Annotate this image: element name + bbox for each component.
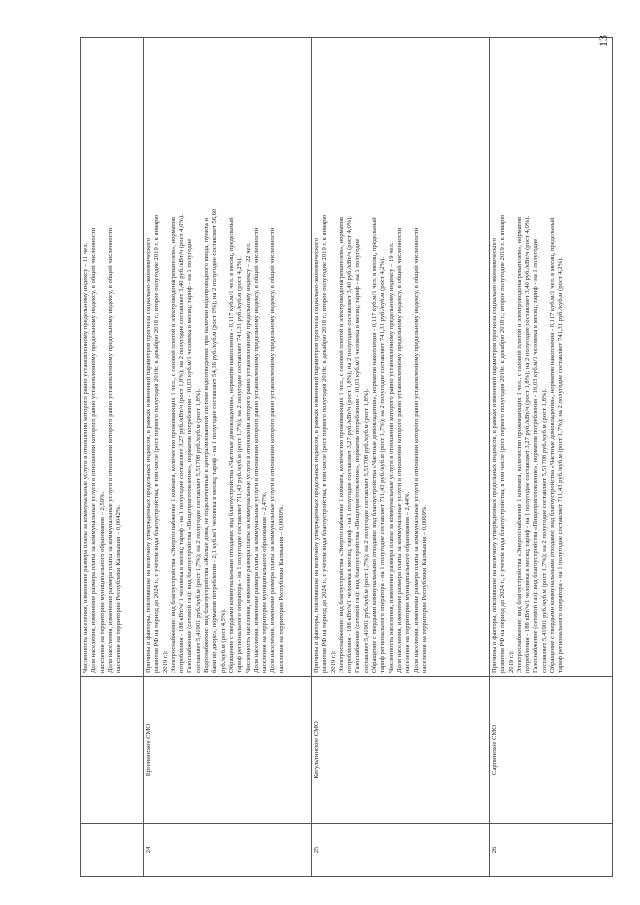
text-line: составляет 5,41901 руб./куб.м (рост 1,7%); на 2 полугодие составляет 5,51708 руб./куб.м (рост 1,8%).: [362, 388, 370, 673]
table-row: [490, 38, 613, 877]
text-line: развития РФ на период до 2024 г., с учетом вида благоустройства, в том числе (рост первого полугодия 2019г. к декабрю 2018 г.; второе полугодие 2019 г. к январю: [153, 214, 161, 673]
text-line: тариф регионального оператора - на 1 полугодие составляет 711,43 руб./куб.м (рост 1,7%); на 2 полугодие составляет 741,31 руб./куб.м (рост 4,2%).: [236, 256, 244, 673]
text-line: составляет 5,41901 руб./куб.м (рост 1,7%); на 2 полугодие составляет 5,51708 руб./куб.м (рост 1,8%).: [194, 388, 202, 673]
text-line: населения на территории муниципального образования – 2,59%.: [98, 491, 106, 673]
text-line: Газоснабжение (сетевой газ): вид благоустройства «Пищеприготовление», норматив потребления - 10,03 куб.м/1 человека в месяц; тариф - на 1 полугодие: [532, 238, 540, 673]
text-line: населения на территории Республики Калмыкия – 0,0069%.: [420, 504, 428, 673]
text-line: бани во дворе», норматив потребления - 2,1 куб.м/1 человека в месяц; тариф - на 1 полугодие составляет 54,16 руб./куб.м (рост 0%); на 2 полугодие составляет 56,60: [211, 208, 219, 673]
description-cell: [144, 38, 312, 677]
text-line: 2019 г.):: [161, 650, 169, 673]
text-line: потребления - 188 кВт/ч/1 человека в месяц; тариф - на 1 полугодие составляет 3,27 руб./кВт/ч (рост 1,8%); на 2 полугодие составляет 3,40 руб./кВт/ч (рост 4,0%).: [524, 215, 532, 673]
row-number: 26: [490, 824, 613, 877]
table-row: [312, 38, 490, 877]
text-line: тариф регионального оператора - на 1 полугодие составляет 711,43 руб./куб.м (рост 1,7%); на 2 полугодие составляет 741,31 руб./куб.м (рост 4,2%).: [557, 256, 565, 673]
text-line: развития РФ на период до 2024 г., с учетом вида благоустройства, в том числе (рост первого полугодия 2019г. к декабрю 2018 г.; второе полугодие 2019 г. к январю: [321, 214, 329, 673]
text-line: руб./куб.м (рост 4,5%).: [219, 608, 227, 673]
text-line: Причины и факторы, повлиявшие на величину утвержденных предельных индексов, в рамках изменений параметров прогноза социально-экономического: [145, 237, 152, 673]
table-row: [144, 38, 312, 877]
text-line: Электроснабжение: вид благоустройства «Энергоснабжение 1 комната, количество проживающих 1 чел., с газовой плитой и электроводонагревателем», норматив: [337, 217, 345, 673]
table-body: [81, 38, 613, 877]
municipality-name: Сарпинское СМО: [490, 677, 613, 824]
text-line: Водоснабжение: вид благоустройства «Жилые дома, не подключенные к централизованной системе водоотведения: при наличии водопроводного ввода, пункта и: [203, 217, 211, 673]
row-number: 25: [312, 824, 490, 877]
table-row: [81, 38, 144, 877]
text-line: Газоснабжение (сетевой газ): вид благоустройства «Пищеприготовление», норматив потребления - 10,03 куб.м/1 человека в месяц; тариф - на 1 полугодие: [354, 238, 362, 673]
municipality-name: Кегультинское СМО: [312, 677, 490, 824]
municipality-name: [81, 677, 144, 824]
text-line: потребления - 188 кВт/ч/ 1 человека в месяц; тариф - на 1 полугодие составляет 3,27 руб./кВт/ч (рост 1,8%); на 2 полугодие составляет 3,40 руб./кВт/ч (рост 4,0%).: [178, 214, 186, 673]
text-line: населения на территории Республики Калмыкия – 0,0080%.: [277, 504, 285, 673]
text-line: Электроснабжение: вид благоустройства «Энергоснабжение 1 комната, количество проживающих 1 чел., с газовой плитой и электроводонагревателем», норматив: [515, 217, 523, 673]
page-number: 13: [596, 35, 610, 47]
description-cell: [490, 38, 613, 677]
row-number: [81, 824, 144, 877]
text-line: населения на территории муниципального образования – 2,44%.: [404, 491, 412, 673]
text-line: Доля населения, изменение размера платы за коммунальные услуги в отношении которого равно установленному предельному индексу, в общей численности: [395, 227, 403, 673]
text-line: Причины и факторы, повлиявшие на величину утвержденных предельных индексов, в рамках изменений параметров прогноза социально-экономического: [313, 237, 320, 673]
text-line: Доля населения, изменение размера платы за коммунальные услуги в отношении которого равно установленному предельному индексу, в общей численности: [412, 227, 420, 673]
text-line: развития РФ на период до 2024 г., с учетом вида благоустройства, в том числе (рост первого полугодия 2019г. к декабрю 2018 г.; второе полугодие 2019 г. к январю: [499, 214, 507, 673]
text-line: Численность населения, изменение размера платы за коммунальные услуги в отношении которого равно установленному предельному индексу – 19 чел.: [387, 242, 395, 673]
text-line: Численность населения, изменение размера платы за коммунальные услуги в отношении которого равно установленному предельному индексу – 11 чел.: [82, 242, 89, 673]
text-line: населения на территории Республики Калмыкия – 0,0042%.: [115, 504, 123, 673]
text-line: 2019 г.):: [507, 650, 515, 673]
text-line: Доля населения, изменение размера платы за коммунальные услуги в отношении которого равно установленному предельному индексу, в общей численности: [90, 227, 98, 673]
text-line: 2019 г.):: [329, 650, 337, 673]
text-line: Численность населения, изменение размера платы за коммунальные услуги в отношении которого равно установленному предельному индексу – 22 чел.: [244, 242, 252, 673]
municipality-name: Ергенинское СМО: [144, 677, 312, 824]
text-line: Электроснабжение: вид благоустройства «Энергоснабжение 1 комната, количество проживающих 1 чел., с газовой плитой и электроводонагревателем», норматив: [169, 217, 177, 673]
description-cell: [312, 38, 490, 677]
text-line: потребления - 188 кВт/ч/1 человека в месяц; тариф - на 1 полугодие составляет 3,27 руб./кВт/ч (рост 1,8%); на 2 полугодие составляет 3,40 руб./кВт/ч (рост 4,0%).: [346, 215, 354, 673]
row-number: 24: [144, 824, 312, 877]
text-line: Доля населения, изменение размера платы за коммунальные услуги в отношении которого равно установленному предельному индексу, в общей численности: [252, 227, 260, 673]
text-line: населения на территории муниципального образования – 2,47%.: [261, 491, 269, 673]
text-line: Доля населения, изменение размера платы за коммунальные услуги в отношении которого равно установленному предельному индексу, в общей численности: [269, 227, 277, 673]
text-line: Доля населения, изменение размера платы за коммунальные услуги в отношении которого равно установленному предельному индексу, в общей численности: [106, 227, 114, 673]
description-cell: [81, 38, 144, 677]
text-line: Обращение с твердыми коммунальными отходами: вид благоустройства «Частные домовладения», норматив накопления - 0,117 куб.м/1 чел. в месяц, предельный: [549, 217, 557, 673]
text-line: Газоснабжение (сетевой газ): вид благоустройства «Пищеприготовление», норматив потребления - 10,03 куб.м/1 человека в месяц; тариф - на 1 полугодие: [186, 238, 194, 673]
municipal-index-table: [80, 37, 613, 877]
text-line: Обращение с твердыми коммунальными отходами: вид благоустройства «Частные домовладения», норматив накопления - 0,117 куб.м/1 чел. в месяц, предельный: [227, 217, 235, 673]
text-line: Обращение с твердыми коммунальными отходами: вид благоустройства «Частные домовладения», норматив накопления - 0,117 куб.м/1 чел. в месяц, предельный: [371, 217, 379, 673]
text-line: тариф регионального оператора - на 1 полугодие составляет 711,43 руб./куб.м (рост 1,7%); на 2 полугодие составляет 741,31 руб./куб.м (рост 4,2%).: [379, 256, 387, 673]
text-line: Причины и факторы, повлиявшие на величину утвержденных предельных индексов, в рамках изменений параметров прогноза социально-экономического: [491, 237, 498, 673]
text-line: составляет 5,41901 руб./куб.м (рост 1,7%); на 2 полугодие составляет 5,51708 руб./куб.м (рост 1,8%).: [540, 388, 548, 673]
